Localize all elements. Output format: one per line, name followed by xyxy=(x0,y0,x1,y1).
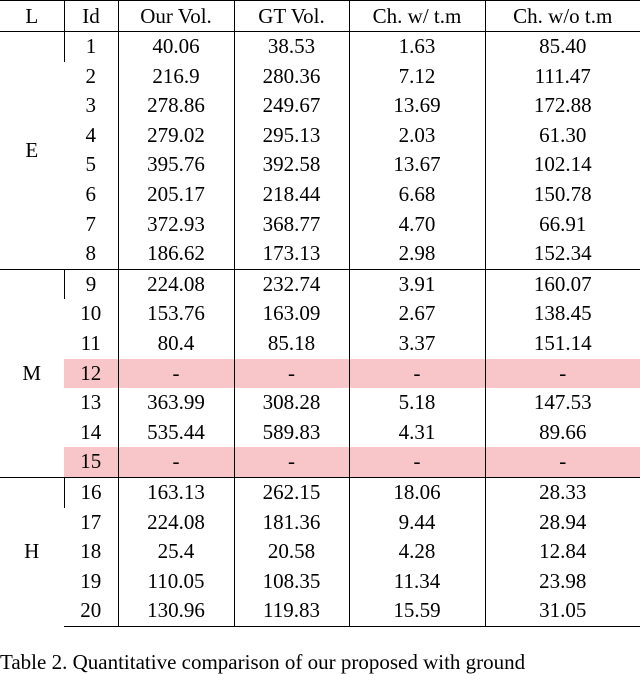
our-volume-cell: 395.76 xyxy=(118,150,234,180)
gt-volume-cell: 181.36 xyxy=(234,508,349,538)
chamfer-without-tm-cell: 160.07 xyxy=(485,269,640,299)
gt-volume-cell: 232.74 xyxy=(234,269,349,299)
gt-volume-cell: - xyxy=(234,447,349,477)
chamfer-without-tm-cell: 172.88 xyxy=(485,91,640,121)
id-cell: 7 xyxy=(85,211,96,236)
chamfer-without-tm-cell: 111.47 xyxy=(485,62,640,92)
table-row xyxy=(0,508,640,538)
id-cell: 12 xyxy=(64,359,118,389)
table-row xyxy=(0,477,640,507)
chamfer-with-tm-cell: 18.06 xyxy=(349,477,485,507)
id-cell: 13 xyxy=(80,390,102,415)
our-volume-cell: 130.96 xyxy=(118,596,234,626)
level-group xyxy=(0,32,640,270)
chamfer-without-tm-cell: 138.45 xyxy=(485,299,640,329)
chamfer-with-tm-cell: 3.91 xyxy=(349,269,485,299)
table-row xyxy=(0,91,640,121)
table-caption: Table 2. Quantitative comparison of our proposed with ground xyxy=(0,650,526,674)
chamfer-with-tm-cell: 13.69 xyxy=(349,91,485,121)
gt-volume-cell: - xyxy=(234,359,349,389)
id-cell: 20 xyxy=(64,596,118,626)
chamfer-without-tm-cell: 28.94 xyxy=(485,508,640,538)
header-gt-volume: GT Vol. xyxy=(234,1,349,32)
table-row xyxy=(0,299,640,329)
table-row xyxy=(0,121,640,151)
gt-volume-cell: 280.36 xyxy=(234,62,349,92)
header-id: Id xyxy=(64,1,118,32)
table-row xyxy=(0,32,640,62)
chamfer-with-tm-cell: - xyxy=(349,359,485,389)
chamfer-without-tm-cell: 85.40 xyxy=(485,32,640,62)
id-cell: 6 xyxy=(85,181,96,206)
table-row xyxy=(0,359,640,389)
table-row xyxy=(0,329,640,359)
chamfer-with-tm-cell: 6.68 xyxy=(349,180,485,210)
level-group xyxy=(0,477,640,626)
level-cell: M xyxy=(0,269,64,477)
gt-volume-cell: 308.28 xyxy=(234,388,349,418)
id-cell: 10 xyxy=(80,301,102,326)
chamfer-with-tm-cell: 11.34 xyxy=(349,567,485,597)
table-row xyxy=(0,180,640,210)
table-row xyxy=(0,239,640,269)
gt-volume-cell: 262.15 xyxy=(234,477,349,507)
id-cell: 4 xyxy=(85,122,96,147)
chamfer-with-tm-cell: 4.31 xyxy=(349,418,485,448)
table-row xyxy=(0,388,640,418)
chamfer-without-tm-cell: 28.33 xyxy=(485,477,640,507)
header-chamfer-without-tm: Ch. w/o t.m xyxy=(485,1,640,32)
gt-volume-cell: 85.18 xyxy=(234,329,349,359)
chamfer-without-tm-cell: 150.78 xyxy=(485,180,640,210)
chamfer-with-tm-cell: 2.03 xyxy=(349,121,485,151)
gt-volume-cell: 589.83 xyxy=(234,418,349,448)
chamfer-without-tm-cell: 31.05 xyxy=(485,596,640,626)
header-row xyxy=(0,1,640,32)
our-volume-cell: 278.86 xyxy=(118,91,234,121)
gt-volume-cell: 218.44 xyxy=(234,180,349,210)
table-row xyxy=(0,596,640,626)
chamfer-without-tm-cell: 61.30 xyxy=(485,121,640,151)
our-volume-cell: 80.4 xyxy=(118,329,234,359)
id-cell: 11 xyxy=(80,330,101,355)
chamfer-without-tm-cell: 66.91 xyxy=(485,210,640,240)
table-row xyxy=(0,447,640,477)
our-volume-cell: 163.13 xyxy=(118,477,234,507)
our-volume-cell: 372.93 xyxy=(118,210,234,240)
id-cell: 14 xyxy=(80,419,102,444)
our-volume-cell: 25.4 xyxy=(118,537,234,567)
chamfer-without-tm-cell: - xyxy=(485,359,640,389)
chamfer-without-tm-cell: 151.14 xyxy=(485,329,640,359)
table-row xyxy=(0,210,640,240)
chamfer-without-tm-cell: - xyxy=(485,447,640,477)
table-row xyxy=(0,150,640,180)
header-level: L xyxy=(0,1,64,32)
level-group xyxy=(0,269,640,477)
our-volume-cell: 186.62 xyxy=(118,239,234,269)
header-chamfer-with-tm: Ch. w/ t.m xyxy=(349,1,485,32)
chamfer-with-tm-cell: 2.98 xyxy=(349,239,485,269)
our-volume-cell: 216.9 xyxy=(118,62,234,92)
id-cell: 18 xyxy=(80,539,102,564)
chamfer-with-tm-cell: - xyxy=(349,447,485,477)
our-volume-cell: 224.08 xyxy=(118,269,234,299)
gt-volume-cell: 368.77 xyxy=(234,210,349,240)
id-cell: 2 xyxy=(85,63,96,88)
table-row xyxy=(0,62,640,92)
gt-volume-cell: 20.58 xyxy=(234,537,349,567)
chamfer-with-tm-cell: 1.63 xyxy=(349,32,485,62)
our-volume-cell: 40.06 xyxy=(118,32,234,62)
chamfer-with-tm-cell: 5.18 xyxy=(349,388,485,418)
gt-volume-cell: 163.09 xyxy=(234,299,349,329)
table-row xyxy=(0,269,640,299)
table-row xyxy=(0,537,640,567)
chamfer-without-tm-cell: 89.66 xyxy=(485,418,640,448)
our-volume-cell: 363.99 xyxy=(118,388,234,418)
id-cell: 16 xyxy=(64,477,118,507)
our-volume-cell: - xyxy=(118,359,234,389)
level-cell: E xyxy=(0,32,64,270)
our-volume-cell: 110.05 xyxy=(118,567,234,597)
id-cell: 15 xyxy=(64,447,118,477)
our-volume-cell: 535.44 xyxy=(118,418,234,448)
our-volume-cell: 205.17 xyxy=(118,180,234,210)
gt-volume-cell: 108.35 xyxy=(234,567,349,597)
our-volume-cell: 153.76 xyxy=(118,299,234,329)
id-cell: 17 xyxy=(80,509,102,534)
our-volume-cell: 279.02 xyxy=(118,121,234,151)
chamfer-with-tm-cell: 7.12 xyxy=(349,62,485,92)
gt-volume-cell: 38.53 xyxy=(234,32,349,62)
gt-volume-cell: 119.83 xyxy=(234,596,349,626)
chamfer-with-tm-cell: 9.44 xyxy=(349,508,485,538)
chamfer-without-tm-cell: 12.84 xyxy=(485,537,640,567)
chamfer-with-tm-cell: 4.28 xyxy=(349,537,485,567)
chamfer-with-tm-cell: 15.59 xyxy=(349,596,485,626)
chamfer-without-tm-cell: 102.14 xyxy=(485,150,640,180)
header-our-volume: Our Vol. xyxy=(118,1,234,32)
id-cell: 19 xyxy=(80,568,102,593)
id-cell: 8 xyxy=(85,241,96,266)
level-cell: H xyxy=(0,477,64,626)
chamfer-without-tm-cell: 147.53 xyxy=(485,388,640,418)
id-cell: 3 xyxy=(85,93,96,118)
chamfer-with-tm-cell: 4.70 xyxy=(349,210,485,240)
gt-volume-cell: 173.13 xyxy=(234,239,349,269)
our-volume-cell: - xyxy=(118,447,234,477)
chamfer-with-tm-cell: 2.67 xyxy=(349,299,485,329)
table-row xyxy=(0,418,640,448)
id-cell: 5 xyxy=(85,152,96,177)
chamfer-without-tm-cell: 152.34 xyxy=(485,239,640,269)
chamfer-with-tm-cell: 13.67 xyxy=(349,150,485,180)
id-cell: 1 xyxy=(64,32,118,62)
chamfer-with-tm-cell: 3.37 xyxy=(349,329,485,359)
our-volume-cell: 224.08 xyxy=(118,508,234,538)
gt-volume-cell: 249.67 xyxy=(234,91,349,121)
chamfer-without-tm-cell: 23.98 xyxy=(485,567,640,597)
id-cell: 9 xyxy=(64,269,118,299)
table-row xyxy=(0,567,640,597)
gt-volume-cell: 295.13 xyxy=(234,121,349,151)
gt-volume-cell: 392.58 xyxy=(234,150,349,180)
